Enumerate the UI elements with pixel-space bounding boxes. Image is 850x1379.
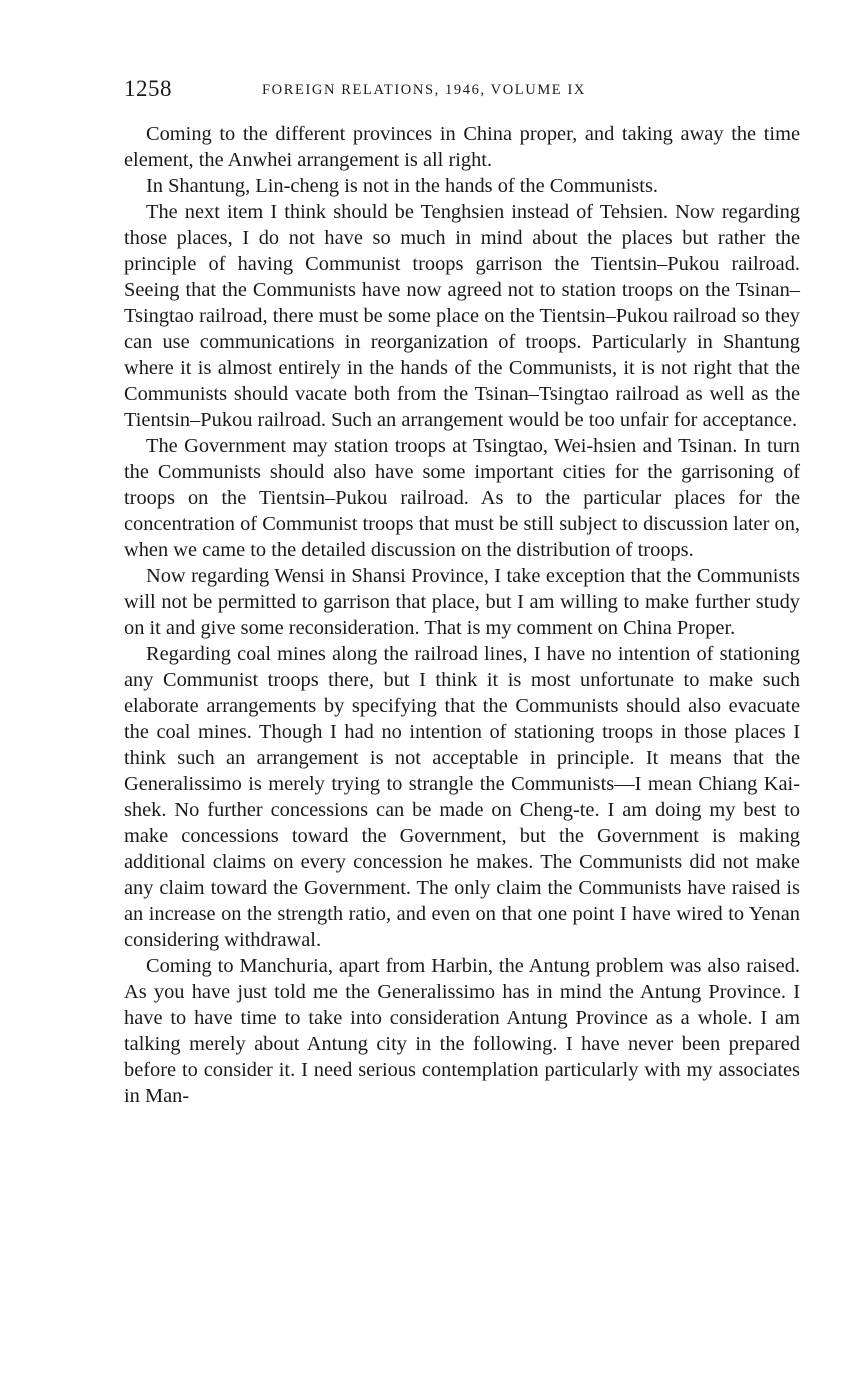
paragraph-provinces: Coming to the different provinces in China proper, and taking away the time element, the Anwhei arrangement is all right.: [124, 123, 800, 171]
body-text: [124, 121, 800, 1109]
paragraph-government-stations: The Government may station troops at Tsingtao, Wei-hsien and Tsinan. In turn the Communists should also have some important cities for the garrisoning of troops on the Tientsin–Pukou railroad. As to the particular places for the concentration of Communist troops that must be still subject to discussion later on, when we came to the detailed discussion on the distribution of troops.: [124, 435, 800, 561]
paragraph-tenghsien: The next item I think should be Tenghsien instead of Tehsien. Now regarding those places, I do not have so much in mind about the places but rather the principle of having Communist troops garrison the Tientsin–Pukou railroad. Seeing that the Communists have now agreed not to station troops on the Tsinan–Tsingtao railroad, there must be some place on the Tientsin–Pukou railroad so they can use communications in reorganization of troops. Particularly in Shantung where it is almost entirely in the hands of the Communists, it is not right that the Communists should vacate both from the Tsinan–Tsingtao railroad as well as the Tientsin–Pukou railroad. Such an arrangement would be too unfair for acceptance.: [124, 201, 800, 431]
running-head: FOREIGN RELATIONS, 1946, VOLUME IX: [262, 82, 586, 98]
paragraph-wensi: Now regarding Wensi in Shansi Province, I take exception that the Communists will not be permitted to garrison that place, but I am willing to make further study on it and give some reconsideration. That is my comment on China Proper.: [124, 565, 800, 639]
page-header: [124, 76, 800, 106]
page-number: 1258: [124, 76, 172, 101]
paragraph-shantung: In Shantung, Lin-cheng is not in the hands of the Communists.: [146, 175, 658, 197]
paragraph-coal-mines: Regarding coal mines along the railroad lines, I have no intention of stationing any Communist troops there, but I think it is most unfortunate to make such elaborate arrangements by specifying that the Communists should also evacuate the coal mines. Though I had no intention of stationing troops in those places I think such an arrangement is not acceptable in principle. It means that the Generalissimo is merely trying to strangle the Communists—I mean Chiang Kai-shek. No further concessions can be made on Cheng-te. I am doing my best to make concessions toward the Government, but the Government is making additional claims on every concession he makes. The Communists did not make any claim toward the Government. The only claim the Communists have raised is an increase on the strength ratio, and even on that one point I have wired to Yenan considering withdrawal.: [124, 643, 800, 951]
paragraph-manchuria: Coming to Manchuria, apart from Harbin, the Antung problem was also raised. As you have just told me the Generalissimo has in mind the Antung Province. I have to have time to take into consideration Antung Province as a whole. I am talking merely about Antung city in the following. I have never been prepared before to consider it. I need serious contemplation particularly with my associates in Man-: [124, 955, 800, 1107]
